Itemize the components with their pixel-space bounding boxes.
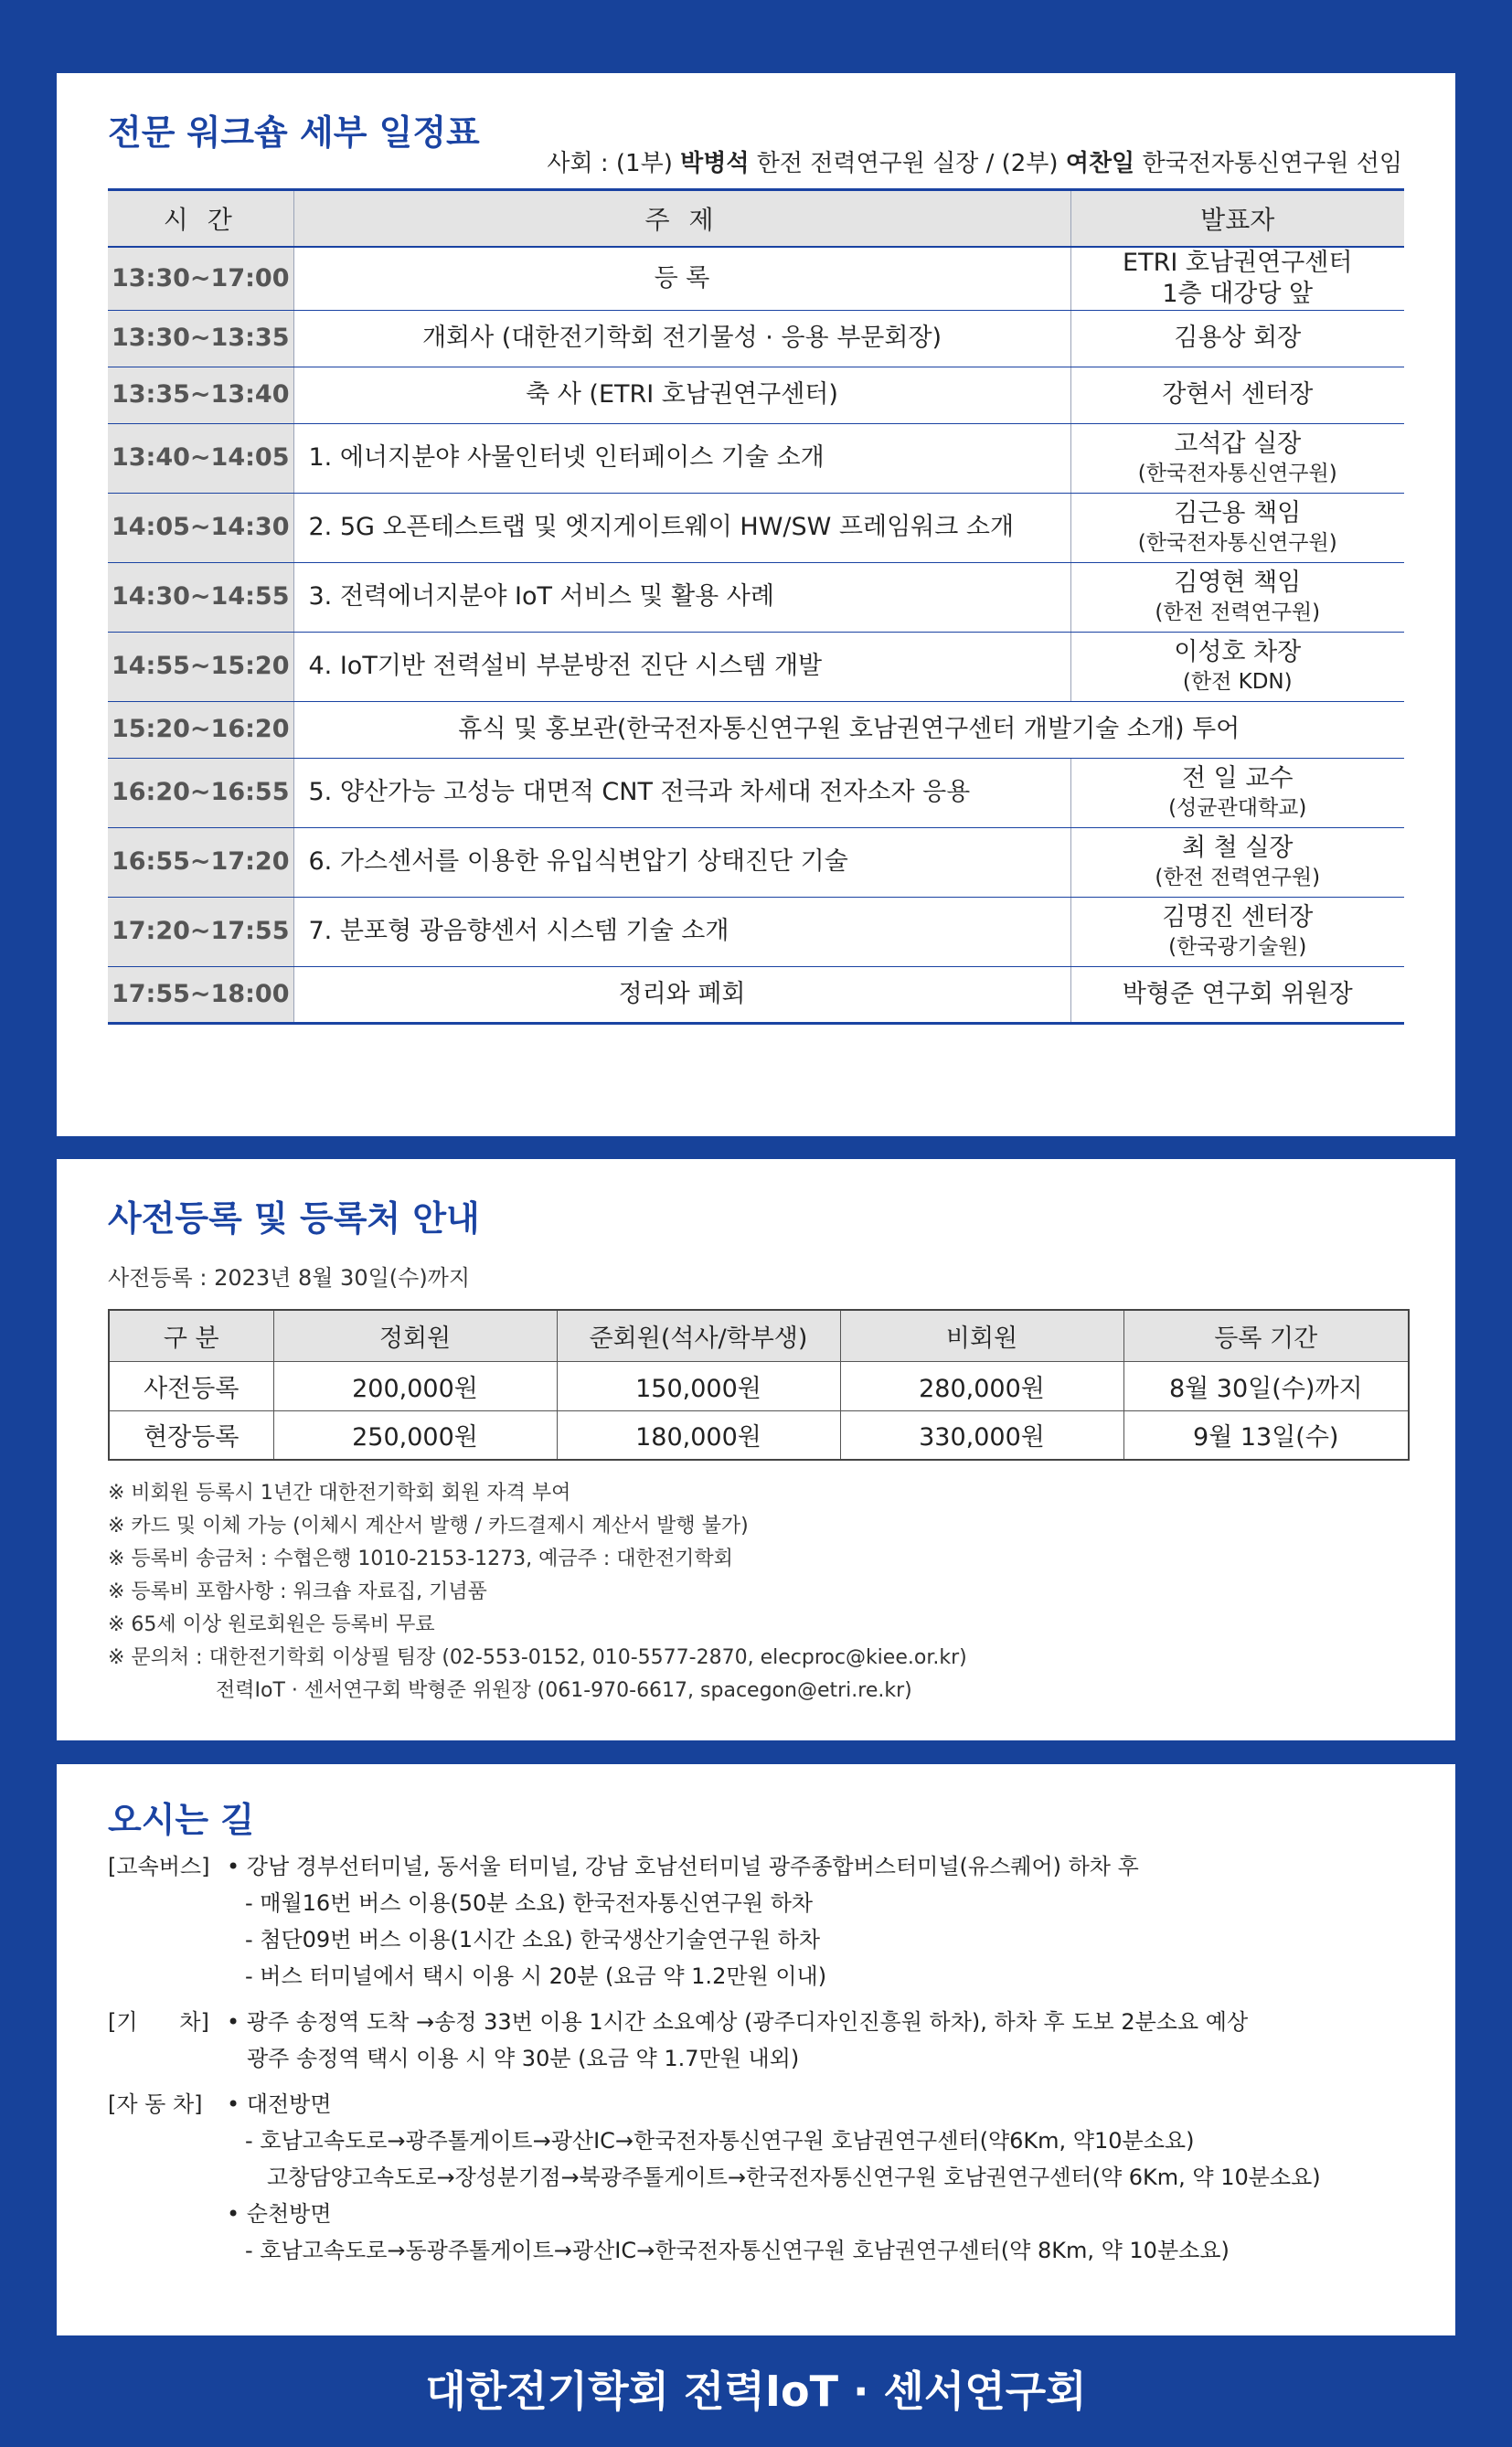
fee-cell: 180,000원 [557,1410,840,1460]
schedule-topic: 3. 전력에너지분야 IoT 서비스 및 활용 사례 [293,562,1070,632]
fee-cell: 200,000원 [273,1361,557,1410]
car-daejeon: • 대전방면 [227,2086,1424,2123]
train-label: [기 차] [108,2009,209,2035]
schedule-row [108,897,1404,966]
train-main: • 광주 송정역 도착 →송정 33번 이용 1시간 소요예상 (광주디자인진흥원 하차), 하차 후 도보 2분소요 예상 [227,2004,1424,2040]
registration-title: 사전등록 및 등록처 안내 [108,1198,480,1239]
speaker-name: 고석갑 실장 [1174,430,1302,458]
schedule-row [108,562,1404,632]
bus-route: - 매월16번 버스 이용(50분 소요) 한국전자통신연구원 하차 [245,1890,814,1916]
schedule-topic: 정리와 폐회 [293,966,1070,1023]
schedule-row [108,966,1404,1023]
speaker-name: ETRI 호남권연구센터 [1123,248,1353,277]
schedule-speaker [1070,897,1404,966]
schedule-topic: 축 사 (ETRI 호남권연구센터) [293,367,1070,423]
schedule-speaker [1070,632,1404,701]
fee-cell: 8월 30일(수)까지 [1123,1361,1409,1410]
registration-panel [57,1159,1455,1740]
fee-table [108,1309,1410,1461]
schedule-topic: 4. IoT기반 전력설비 부분방전 진단 시스템 개발 [293,632,1070,701]
directions-panel [57,1764,1455,2335]
train-taxi: 광주 송정역 택시 이용 시 약 30분 (요금 약 1.7만원 내외) [247,2046,800,2071]
fee-cell: 사전등록 [109,1361,273,1410]
schedule-time: 13:35~13:40 [108,367,293,423]
speaker-affiliation: (한전 전력연구원) [1155,601,1321,624]
schedule-speaker [1070,966,1404,1023]
header-topic: 주 제 [293,190,1070,247]
header-speaker: 발표자 [1070,190,1404,247]
schedule-topic: 개회사 (대한전기학회 전기물성 · 응용 부문회장) [293,310,1070,367]
speaker-name: 김용상 회장 [1174,324,1302,352]
schedule-table [108,188,1404,1025]
note-item: ※ 등록비 송금처 : 수협은행 1010-2153-1273, 예금주 : 대한전기학회 [108,1548,733,1570]
car-label: [자 동 차] [108,2091,203,2117]
fee-cell: 330,000원 [840,1410,1123,1460]
schedule-topic: 5. 양산가능 고성능 대면적 CNT 전극과 차세대 전자소자 응용 [293,758,1070,827]
directions-bus [108,1848,1424,1995]
schedule-row [108,758,1404,827]
fee-cell: 250,000원 [273,1410,557,1460]
moderator-line [547,144,1402,178]
schedule-topic: 6. 가스센서를 이용한 유입식변압기 상태진단 기술 [293,827,1070,897]
directions-body [108,1848,1424,2278]
footer-title: 대한전기학회 전력IoT · 센서연구회 [425,2367,1087,2416]
speaker-affiliation: (한국전자통신연구원) [1137,462,1337,485]
fee-cell: 현장등록 [109,1410,273,1460]
fee-cell: 150,000원 [557,1361,840,1410]
speaker-affiliation: (한전 전력연구원) [1155,866,1321,889]
schedule-speaker [1070,310,1404,367]
speaker-affiliation: (성균관대학교) [1168,796,1307,820]
schedule-speaker [1070,562,1404,632]
speaker-name: 김영현 책임 [1174,569,1302,597]
schedule-speaker [1070,247,1404,311]
schedule-time: 17:20~17:55 [108,897,293,966]
schedule-topic: 1. 에너지분야 사물인터넷 인터페이스 기술 소개 [293,423,1070,493]
speaker-name: 최 철 실장 [1182,834,1294,862]
moderator-prefix: 사회 : (1부) [547,150,681,177]
fee-header: 등록 기간 [1123,1310,1409,1361]
bus-main: • 강남 경부선터미널, 동서울 터미널, 강남 호남선터미널 광주종합버스터미널(유스퀘어) 하차 후 [227,1848,1424,1885]
schedule-speaker [1070,367,1404,423]
schedule-row [108,310,1404,367]
moderator-name-1: 박병석 [680,150,750,177]
fee-row [109,1361,1409,1410]
schedule-title: 전문 워크숍 세부 일정표 [108,112,480,153]
car-route: - 호남고속도로→광주톨게이트→광산IC→한국전자통신연구원 호남권연구센터(약6Km, 약10분소요) [245,2128,1195,2154]
moderator-role-1: 한전 전력연구원 실장 / (2부) [749,150,1066,177]
note-item: ※ 문의처 : 대한전기학회 이상필 팀장 (02-553-0152, 010-5577-2870, elecproc@kiee.or.kr) [108,1646,967,1669]
fee-header: 비회원 [840,1310,1123,1361]
speaker-name: 김근용 책임 [1174,499,1302,527]
speaker-name: 이성호 차장 [1174,638,1302,666]
schedule-time: 13:40~14:05 [108,423,293,493]
schedule-topic: 등 록 [293,247,1070,311]
speaker-name: 강현서 센터장 [1162,380,1314,409]
schedule-row [108,247,1404,311]
schedule-row [108,827,1404,897]
schedule-time: 17:55~18:00 [108,966,293,1023]
fee-header: 정회원 [273,1310,557,1361]
schedule-time: 16:20~16:55 [108,758,293,827]
header-time: 시 간 [108,190,293,247]
schedule-time: 14:05~14:30 [108,493,293,562]
fee-header: 구 분 [109,1310,273,1361]
note-item: ※ 등록비 포함사항 : 워크숍 자료집, 기념품 [108,1580,487,1603]
schedule-topic: 휴식 및 홍보관(한국전자통신연구원 호남권연구센터 개발기술 소개) 투어 [293,701,1404,758]
schedule-panel [57,73,1455,1136]
speaker-affiliation: (한국전자통신연구원) [1137,531,1337,555]
bus-route: - 버스 터미널에서 택시 이용 시 20분 (요금 약 1.2만원 이내) [245,1963,827,1989]
moderator-name-2: 여찬일 [1065,150,1135,177]
schedule-time: 13:30~13:35 [108,310,293,367]
speaker-affiliation: (한국광기술원) [1168,935,1307,959]
schedule-row [108,632,1404,701]
registration-deadline: 사전등록 : 2023년 8월 30일(수)까지 [108,1265,471,1291]
directions-title: 오시는 길 [108,1800,255,1840]
schedule-time: 16:55~17:20 [108,827,293,897]
directions-car [108,2086,1424,2269]
car-route: 고창담양고속도로→장성분기점→북광주톨게이트→한국전자통신연구원 호남권연구센터(약 6Km, 약 10분소요) [267,2165,1321,2190]
directions-train [108,2004,1424,2077]
schedule-topic: 2. 5G 오픈테스트랩 및 엣지게이트웨이 HW/SW 프레임워크 소개 [293,493,1070,562]
schedule-time: 13:30~17:00 [108,247,293,311]
schedule-speaker [1070,758,1404,827]
schedule-speaker [1070,423,1404,493]
bus-label: [고속버스] [108,1854,210,1879]
schedule-row [108,367,1404,423]
schedule-time: 14:55~15:20 [108,632,293,701]
speaker-affiliation: (한전 KDN) [1182,670,1293,694]
speaker-name: 전 일 교수 [1182,764,1294,793]
moderator-role-2: 한국전자통신연구원 선임 [1134,150,1402,177]
schedule-speaker [1070,493,1404,562]
fee-cell: 280,000원 [840,1361,1123,1410]
car-route: - 호남고속도로→동광주톨게이트→광산IC→한국전자통신연구원 호남권연구센터(약 8Km, 약 10분소요) [245,2238,1230,2263]
schedule-topic: 7. 분포형 광음향센서 시스템 기술 소개 [293,897,1070,966]
schedule-row [108,493,1404,562]
note-item: ※ 카드 및 이체 가능 (이체시 계산서 발행 / 카드결제시 계산서 발행 불가) [108,1515,749,1537]
speaker-name: 박형준 연구회 위원장 [1122,979,1353,1008]
speaker-name: 김명진 센터장 [1162,903,1314,931]
note-item: ※ 비회원 등록시 1년간 대한전기학회 회원 자격 부여 [108,1482,571,1505]
schedule-time: 15:20~16:20 [108,701,293,758]
fee-header: 준회원(석사/학부생) [557,1310,840,1361]
schedule-time: 14:30~14:55 [108,562,293,632]
registration-notes [108,1477,967,1708]
schedule-row [108,701,1404,758]
speaker-affiliation: 1층 대강당 앞 [1162,279,1314,308]
fee-row [109,1410,1409,1460]
car-suncheon: • 순천방면 [227,2196,1424,2232]
schedule-row [108,423,1404,493]
fee-cell: 9월 13일(수) [1123,1410,1409,1460]
note-item: ※ 65세 이상 원로회원은 등록비 무료 [108,1613,435,1636]
schedule-speaker [1070,827,1404,897]
bus-route: - 첨단09번 버스 이용(1시간 소요) 한국생산기술연구원 하차 [245,1927,821,1952]
note-item: 전력IoT · 센서연구회 박형준 위원장 (061-970-6617, spacegon@etri.re.kr) [216,1679,912,1702]
